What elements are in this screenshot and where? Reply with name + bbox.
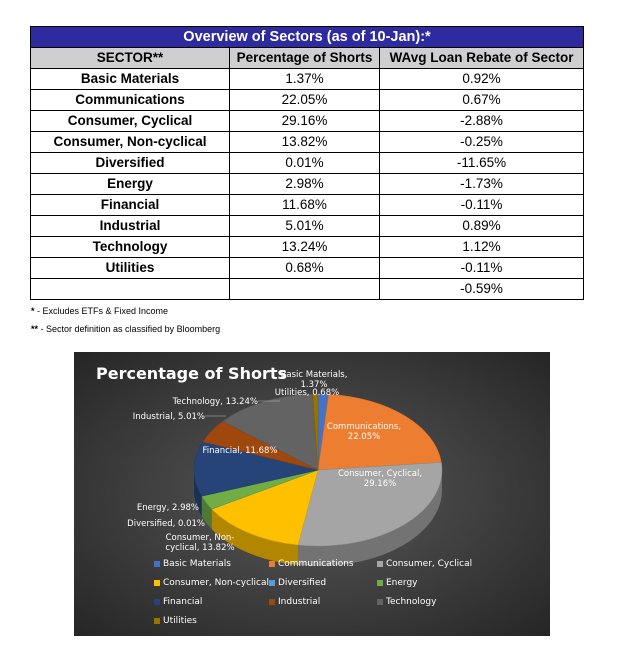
table-row [31, 258, 584, 279]
data-label: 29.16% [363, 479, 397, 489]
total-rebate-cell: -0.59% [380, 279, 584, 300]
legend-swatch [154, 599, 160, 605]
legend-label: Utilities [163, 616, 197, 626]
legend-label: Diversified [278, 578, 327, 588]
data-label: cyclical, 13.82% [165, 543, 235, 553]
legend-label: Consumer, Non-cyclical [163, 578, 269, 588]
legend-swatch [377, 580, 383, 586]
data-label: Utilities, 0.68% [274, 388, 340, 398]
footnote [31, 324, 220, 334]
table-row [31, 216, 584, 237]
legend-label: Industrial [278, 597, 321, 607]
percentage-cell: 5.01% [230, 216, 380, 237]
legend-label: Financial [163, 597, 203, 607]
table-row [31, 90, 584, 111]
legend-item [269, 559, 354, 569]
data-label: Diversified, 0.01% [127, 519, 205, 529]
legend-swatch [269, 561, 275, 567]
data-label: Consumer, Cyclical, [337, 469, 423, 479]
table-title: Overview of Sectors (as of 10-Jan):* [31, 27, 584, 48]
percentage-cell: 2.98% [230, 174, 380, 195]
rebate-cell: -0.11% [380, 258, 584, 279]
sector-cell: Diversified [31, 153, 230, 174]
sector-cell: Consumer, Non-cyclical [31, 132, 230, 153]
data-label: Basic Materials, [280, 370, 348, 380]
data-label: Energy, 2.98% [136, 503, 199, 513]
legend-label: Technology [386, 597, 437, 607]
footnote-text: - Sector definition as classified by Bloomberg [38, 324, 221, 334]
table-row [31, 153, 584, 174]
rebate-cell: -2.88% [380, 111, 584, 132]
percentage-cell: 1.37% [230, 69, 380, 90]
rebate-cell: 0.89% [380, 216, 584, 237]
table-row [31, 237, 584, 258]
data-label: Communications, [326, 422, 402, 432]
percentage-cell: 11.68% [230, 195, 380, 216]
data-label: Technology, 13.24% [172, 397, 258, 407]
sector-cell: Communications [31, 90, 230, 111]
legend-item [269, 597, 320, 607]
total-percentage-cell [230, 279, 380, 300]
legend-swatch [154, 561, 160, 567]
table-row [31, 174, 584, 195]
legend-item [377, 578, 418, 588]
table-row [31, 111, 584, 132]
sector-cell: Consumer, Cyclical [31, 111, 230, 132]
legend-swatch [154, 618, 160, 624]
legend-label: Consumer, Cyclical [386, 559, 473, 569]
sector-cell: Utilities [31, 258, 230, 279]
rebate-cell: 1.12% [380, 237, 584, 258]
footnote-text: - Excludes ETFs & Fixed Income [34, 306, 169, 316]
data-label: Financial, 11.68% [202, 446, 278, 456]
legend-swatch [377, 599, 383, 605]
footnote-marker: ** [31, 324, 39, 334]
rebate-cell: -0.11% [380, 195, 584, 216]
table-row [31, 69, 584, 90]
legend-item [377, 597, 436, 607]
legend-item [154, 597, 202, 607]
column-header-rebate: WAvg Loan Rebate of Sector [380, 48, 584, 69]
table-row [31, 132, 584, 153]
data-label: Consumer, Non- [165, 533, 235, 543]
rebate-cell: -11.65% [380, 153, 584, 174]
legend-swatch [154, 580, 160, 586]
percentage-cell: 29.16% [230, 111, 380, 132]
total-label-cell [31, 279, 230, 300]
sector-cell: Technology [31, 237, 230, 258]
column-header-percentage: Percentage of Shorts [230, 48, 380, 69]
sector-cell: Financial [31, 195, 230, 216]
legend-label: Communications [278, 559, 354, 569]
sector-overview-table [30, 26, 584, 300]
chart-title: Percentage of Shorts [96, 364, 288, 383]
sector-cell: Energy [31, 174, 230, 195]
legend-item [377, 559, 472, 569]
footnote [31, 306, 168, 316]
legend-label: Energy [386, 578, 418, 588]
table-row [31, 195, 584, 216]
percentage-cell: 13.82% [230, 132, 380, 153]
rebate-cell: -0.25% [380, 132, 584, 153]
pie-chart [74, 352, 550, 636]
table-total-row [31, 279, 584, 300]
table-header-row [31, 48, 584, 69]
percentage-cell: 22.05% [230, 90, 380, 111]
legend-label: Basic Materials [163, 559, 231, 569]
data-label: 1.37% [300, 380, 328, 390]
sector-cell: Basic Materials [31, 69, 230, 90]
legend-item [154, 559, 231, 569]
rebate-cell: 0.67% [380, 90, 584, 111]
percentage-cell: 13.24% [230, 237, 380, 258]
rebate-cell: 0.92% [380, 69, 584, 90]
sector-cell: Industrial [31, 216, 230, 237]
legend-swatch [377, 561, 383, 567]
legend-item [154, 616, 197, 626]
legend-swatch [269, 580, 275, 586]
legend-item [154, 578, 269, 588]
legend-item [269, 578, 326, 588]
pie-chart-canvas [74, 352, 550, 636]
percentage-cell: 0.68% [230, 258, 380, 279]
column-header-sector: SECTOR** [31, 48, 230, 69]
data-label: 22.05% [347, 432, 381, 442]
rebate-cell: -1.73% [380, 174, 584, 195]
footnote-marker: * [31, 306, 35, 316]
legend-swatch [269, 599, 275, 605]
percentage-cell: 0.01% [230, 153, 380, 174]
data-label: Industrial, 5.01% [132, 412, 205, 422]
